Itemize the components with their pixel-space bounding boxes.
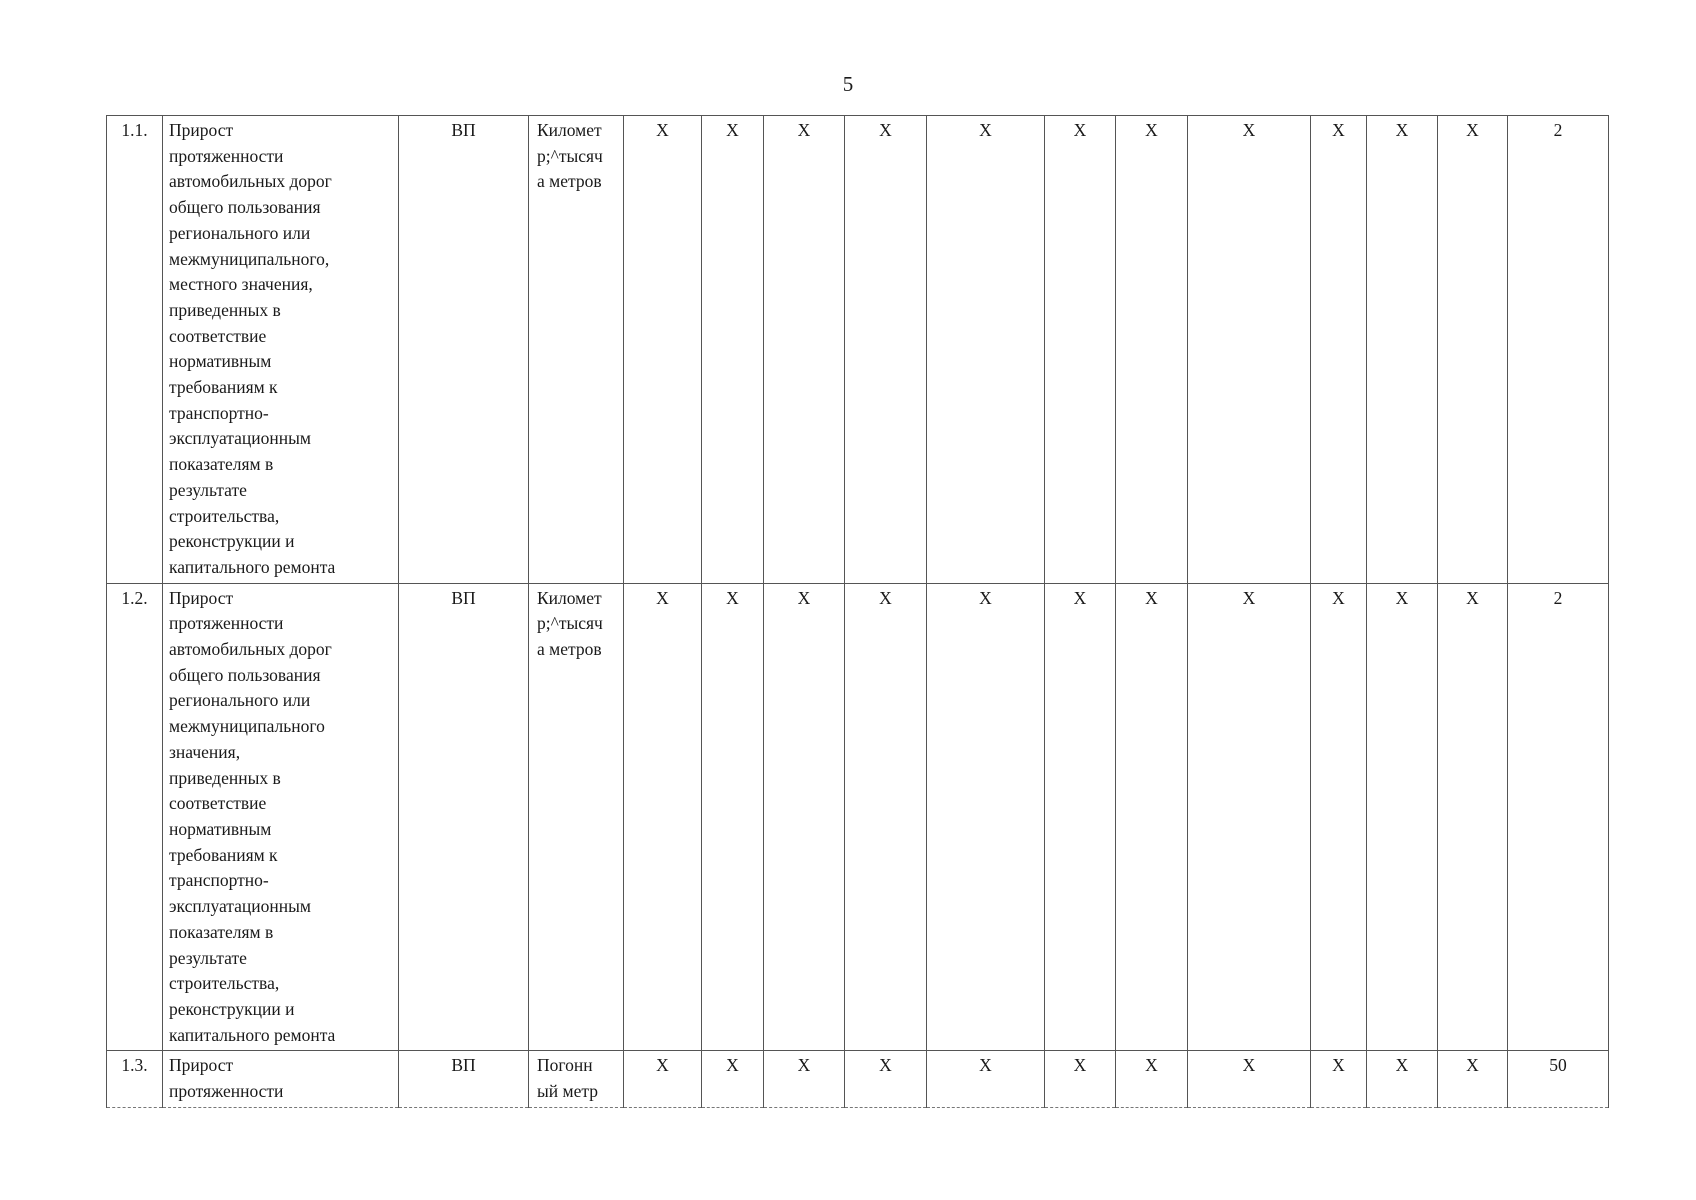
indicator-name-line: показателям в	[169, 921, 274, 942]
indicator-name-cell	[163, 116, 399, 584]
indicator-name-line: капитального ремонта	[169, 556, 336, 577]
indicator-name-line: Прирост	[169, 587, 234, 608]
mark-cell: X	[845, 1051, 927, 1107]
indicator-name-line: строительства,	[169, 973, 280, 994]
indicator-name-line: Прирост	[169, 1055, 234, 1076]
table-row	[107, 116, 1609, 584]
indicator-name-line: автомобильных дорог	[169, 639, 332, 660]
unit-line: а метров	[537, 171, 602, 192]
row-number-cell: 1.2.	[107, 583, 163, 1051]
indicators-table	[106, 115, 1609, 1108]
source-cell: ВП	[399, 583, 529, 1051]
row-number-cell: 1.1.	[107, 116, 163, 584]
indicator-name-line: показателям в	[169, 454, 274, 475]
indicator-name-line: транспортно-	[169, 870, 269, 891]
indicator-name-line: реконструкции и	[169, 531, 295, 552]
indicator-name-line: протяженности	[169, 613, 284, 634]
mark-cell: X	[845, 583, 927, 1051]
unit-line: а метров	[537, 639, 602, 660]
mark-cell: X	[927, 1051, 1045, 1107]
indicator-name-line: эксплуатационным	[169, 896, 311, 917]
mark-cell: X	[927, 116, 1045, 584]
mark-cell: X	[1311, 583, 1367, 1051]
table-row	[107, 583, 1609, 1051]
mark-cell: X	[1188, 1051, 1311, 1107]
target-value-cell: 2	[1508, 583, 1609, 1051]
mark-cell: X	[1045, 1051, 1116, 1107]
unit-cell	[529, 116, 624, 584]
unit-line: р;^тысяч	[537, 613, 603, 634]
mark-cell: X	[1045, 583, 1116, 1051]
mark-cell: X	[1367, 116, 1438, 584]
indicator-name-line: регионального или	[169, 690, 311, 711]
source-cell: ВП	[399, 1051, 529, 1107]
indicator-name-line: протяженности	[169, 145, 284, 166]
mark-cell: X	[624, 1051, 702, 1107]
target-value-cell: 2	[1508, 116, 1609, 584]
indicator-name-line: Прирост	[169, 120, 234, 140]
row-number-cell: 1.3.	[107, 1051, 163, 1107]
unit-line: р;^тысяч	[537, 145, 603, 166]
mark-cell: X	[1438, 116, 1508, 584]
indicator-name-line: нормативным	[169, 818, 272, 839]
mark-cell: X	[1116, 116, 1188, 584]
mark-cell: X	[764, 583, 845, 1051]
indicator-name-line: требованиям к	[169, 377, 278, 398]
indicator-name-line: требованиям к	[169, 844, 278, 865]
mark-cell: X	[1116, 583, 1188, 1051]
mark-cell: X	[702, 583, 764, 1051]
indicator-name-line: приведенных в	[169, 299, 281, 320]
unit-line: Километ	[537, 587, 602, 608]
mark-cell: X	[1311, 1051, 1367, 1107]
unit-line: Километ	[537, 120, 602, 140]
indicator-name-cell	[163, 1051, 399, 1107]
table-body	[107, 116, 1609, 1108]
indicator-name-line: реконструкции и	[169, 998, 295, 1019]
indicator-name-line: строительства,	[169, 505, 280, 526]
mark-cell: X	[702, 116, 764, 584]
mark-cell: X	[845, 116, 927, 584]
indicator-name-line: транспортно-	[169, 402, 269, 423]
unit-cell	[529, 1051, 624, 1107]
indicator-name-line: общего пользования	[169, 197, 321, 218]
mark-cell: X	[624, 116, 702, 584]
indicator-name-line: протяженности	[169, 1081, 284, 1102]
mark-cell: X	[764, 1051, 845, 1107]
mark-cell: X	[1438, 583, 1508, 1051]
indicator-name-line: регионального или	[169, 222, 311, 243]
unit-line: ый метр	[537, 1081, 598, 1102]
mark-cell: X	[1188, 583, 1311, 1051]
indicator-name-line: результате	[169, 947, 247, 968]
mark-cell: X	[1188, 116, 1311, 584]
unit-cell	[529, 583, 624, 1051]
mark-cell: X	[764, 116, 845, 584]
indicator-name-line: автомобильных дорог	[169, 171, 332, 192]
target-value-cell: 50	[1508, 1051, 1609, 1107]
mark-cell: X	[624, 583, 702, 1051]
mark-cell: X	[1045, 116, 1116, 584]
table-row	[107, 1051, 1609, 1107]
indicator-name-line: межмуниципального	[169, 716, 325, 737]
indicator-name-line: значения,	[169, 741, 241, 762]
mark-cell: X	[1438, 1051, 1508, 1107]
indicator-name-line: соответствие	[169, 793, 267, 814]
indicator-name-line: приведенных в	[169, 767, 281, 788]
unit-line: Погонн	[537, 1055, 593, 1076]
mark-cell: X	[927, 583, 1045, 1051]
mark-cell: X	[1367, 583, 1438, 1051]
indicator-name-line: результате	[169, 479, 247, 500]
indicator-name-line: эксплуатационным	[169, 428, 311, 449]
indicator-name-cell	[163, 583, 399, 1051]
indicator-name-line: межмуниципального,	[169, 248, 330, 269]
page-number: 5	[842, 72, 854, 96]
indicator-name-line: общего пользования	[169, 664, 321, 685]
indicator-name-line: капитального ремонта	[169, 1024, 336, 1045]
source-cell: ВП	[399, 116, 529, 584]
indicator-name-line: местного значения,	[169, 274, 313, 295]
mark-cell: X	[1311, 116, 1367, 584]
indicator-name-line: нормативным	[169, 351, 272, 372]
mark-cell: X	[702, 1051, 764, 1107]
mark-cell: X	[1367, 1051, 1438, 1107]
indicator-name-line: соответствие	[169, 325, 267, 346]
mark-cell: X	[1116, 1051, 1188, 1107]
